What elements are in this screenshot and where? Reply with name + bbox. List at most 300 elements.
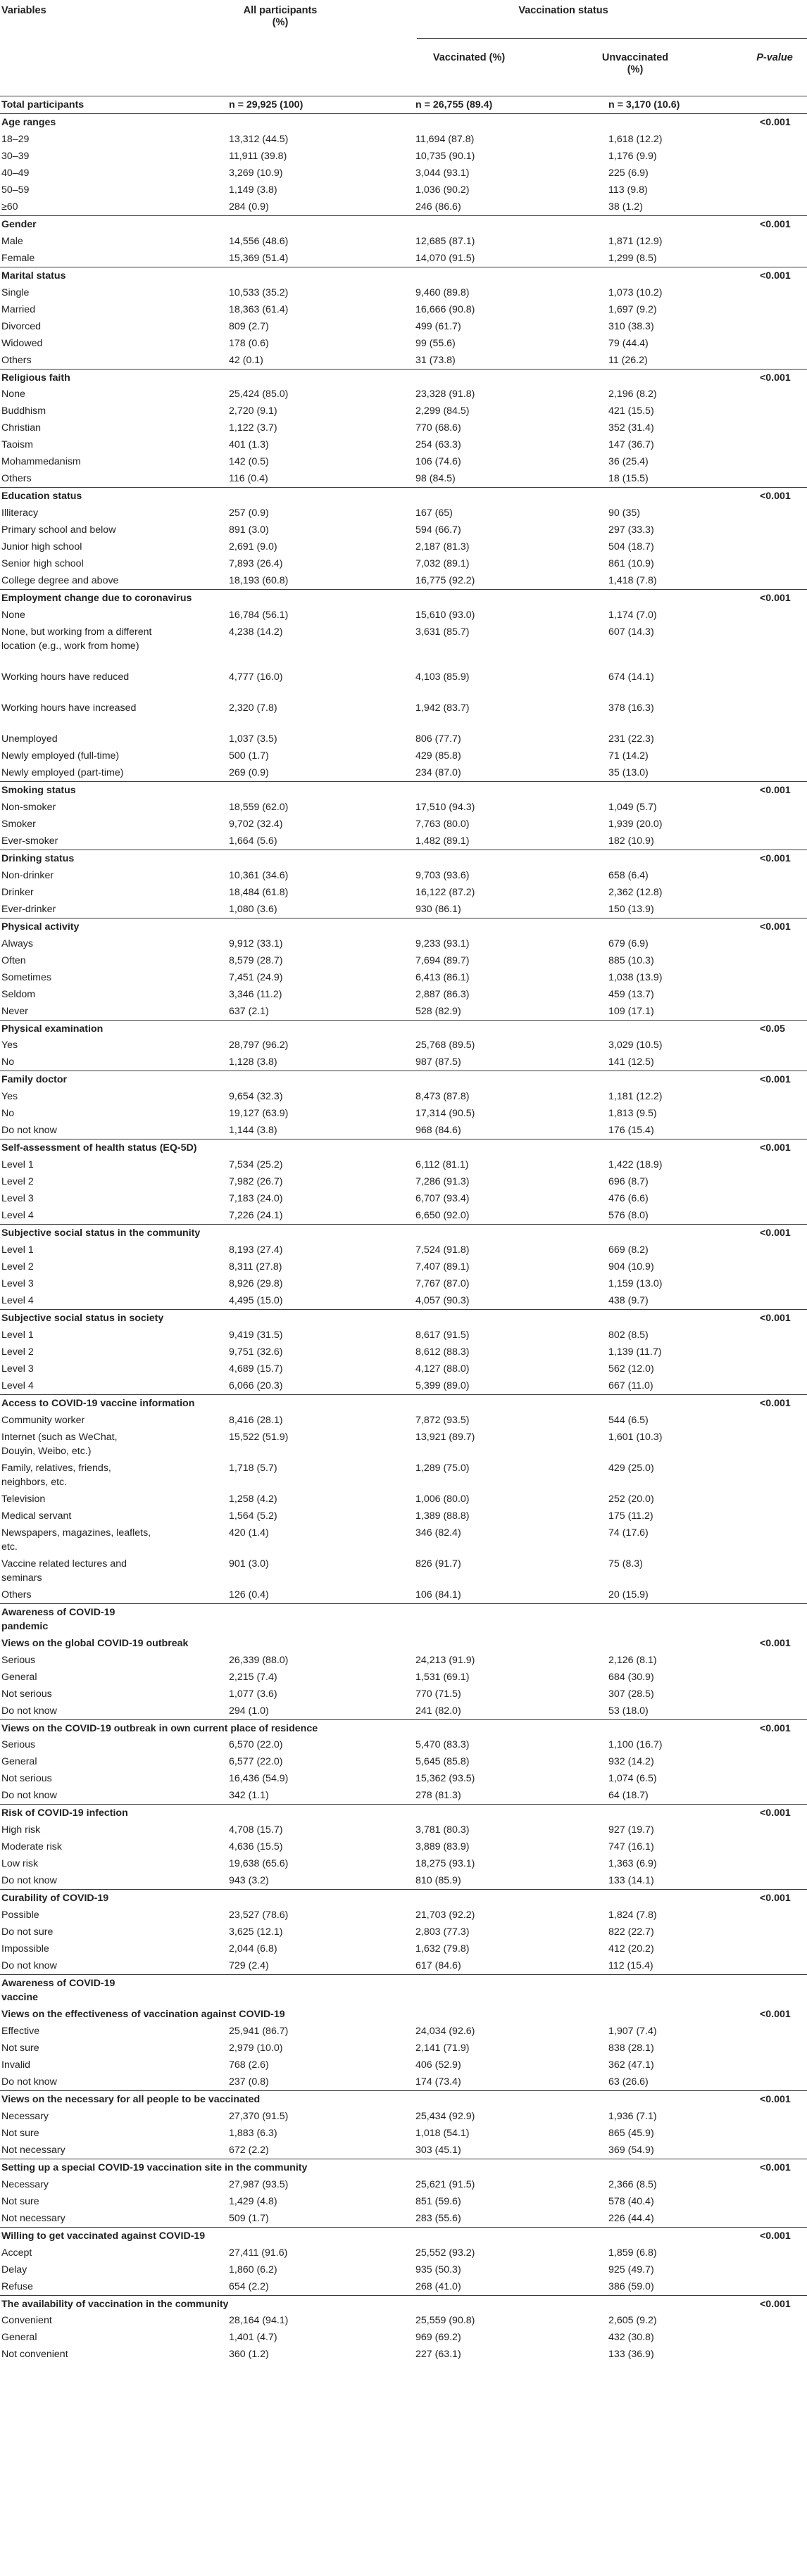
cell-all-participants: 15,369 (51.4) bbox=[229, 252, 289, 264]
table-row bbox=[0, 1054, 807, 1071]
cell-variable: None, but working from a different location (e.g., work from home) bbox=[1, 626, 152, 652]
table-row bbox=[0, 2108, 807, 2125]
header-unvaccinated-unit: (%) bbox=[627, 64, 644, 75]
table-row bbox=[0, 1872, 807, 1889]
cell-unvaccinated: 838 (28.1) bbox=[608, 2042, 654, 2054]
cell-unvaccinated: 18 (15.5) bbox=[608, 473, 649, 485]
cell-all-participants: 9,654 (32.3) bbox=[229, 1091, 283, 1103]
cell-vaccinated: 241 (82.0) bbox=[415, 1705, 461, 1717]
cell-unvaccinated: 822 (22.7) bbox=[608, 1926, 654, 1938]
cell-unvaccinated: 1,363 (6.9) bbox=[608, 1858, 657, 1870]
cell-vaccinated: 5,470 (83.3) bbox=[415, 1739, 470, 1751]
cell-variable: Religious faith bbox=[1, 372, 70, 384]
cell-vaccinated: 969 (69.2) bbox=[415, 2332, 461, 2344]
cell-variable: Setting up a special COVID-19 vaccination site in the community bbox=[1, 2161, 308, 2173]
cell-all-participants: 1,144 (3.8) bbox=[229, 1125, 277, 1137]
cell-all-participants: 3,269 (10.9) bbox=[229, 167, 283, 179]
header-unvaccinated-label: Unvaccinated bbox=[601, 52, 669, 63]
cell-unvaccinated: 2,126 (8.1) bbox=[608, 1654, 657, 1666]
table-row bbox=[0, 2278, 807, 2295]
table-row bbox=[0, 538, 807, 555]
cell-unvaccinated: 182 (10.9) bbox=[608, 835, 654, 847]
cell-variable: Views on the global COVID-19 outbreak bbox=[1, 1637, 189, 1649]
cell-vaccinated: 278 (81.3) bbox=[415, 1790, 461, 1802]
table-row bbox=[0, 182, 807, 198]
cell-variable: Non-drinker bbox=[1, 869, 54, 881]
table-row bbox=[0, 522, 807, 538]
header-all-participants bbox=[210, 5, 351, 29]
cell-variable: Drinker bbox=[1, 886, 34, 898]
cell-all-participants: 19,638 (65.6) bbox=[229, 1858, 289, 1870]
cell-unvaccinated: 459 (13.7) bbox=[608, 988, 654, 1000]
section-header-row bbox=[0, 781, 807, 799]
cell-vaccinated: 268 (41.0) bbox=[415, 2280, 461, 2292]
cell-unvaccinated: 310 (38.3) bbox=[608, 320, 654, 332]
table-row bbox=[0, 901, 807, 918]
cell-unvaccinated: 2,196 (8.2) bbox=[608, 389, 657, 400]
cell-all-participants: 9,751 (32.6) bbox=[229, 1346, 283, 1358]
header-vaccinated: Vaccinated (%) bbox=[432, 52, 506, 63]
cell-vaccinated: 770 (68.6) bbox=[415, 422, 461, 434]
table-row bbox=[0, 1344, 807, 1360]
cell-variable: Taoism bbox=[1, 439, 33, 451]
section-header-row bbox=[0, 2006, 807, 2023]
cell-vaccinated: 930 (86.1) bbox=[415, 903, 461, 915]
cell-all-participants: 26,339 (88.0) bbox=[229, 1654, 289, 1666]
cell-variable: Senior high school bbox=[1, 558, 84, 570]
cell-unvaccinated: 3,029 (10.5) bbox=[608, 1040, 663, 1052]
cell-vaccinated: 826 (91.7) bbox=[415, 1558, 461, 1570]
cell-all-participants: 28,164 (94.1) bbox=[229, 2315, 289, 2327]
cell-variable: Invalid bbox=[1, 2059, 31, 2071]
table-row bbox=[0, 1770, 807, 1787]
cell-variable: Awareness of COVID-19 pandemic bbox=[1, 1606, 115, 1632]
cell-variable: Do not know bbox=[1, 1125, 57, 1137]
cell-variable: Level 3 bbox=[1, 1363, 34, 1375]
cell-vaccinated: 25,434 (92.9) bbox=[415, 2110, 475, 2122]
cell-unvaccinated: 133 (14.1) bbox=[608, 1875, 654, 1887]
cell-variable: Always bbox=[1, 937, 33, 949]
cell-vaccinated: 7,872 (93.5) bbox=[415, 1414, 470, 1426]
cell-variable: Male bbox=[1, 235, 23, 247]
cell-unvaccinated: 421 (15.5) bbox=[608, 405, 654, 417]
cell-all-participants: 360 (1.2) bbox=[229, 2349, 269, 2361]
cell-variable: Yes bbox=[1, 1091, 18, 1103]
cell-unvaccinated: 412 (20.2) bbox=[608, 1943, 654, 1955]
cell-vaccinated: 1,389 (88.8) bbox=[415, 1510, 470, 1522]
cell-variable: Not convenient bbox=[1, 2349, 68, 2361]
cell-vaccinated: 2,299 (84.5) bbox=[415, 405, 470, 417]
cell-variable: General bbox=[1, 1756, 37, 1768]
cell-unvaccinated: 150 (13.9) bbox=[608, 903, 654, 915]
cell-vaccinated: 346 (82.4) bbox=[415, 1527, 461, 1539]
cell-variable: Level 2 bbox=[1, 1261, 34, 1273]
cell-vaccinated: 4,057 (90.3) bbox=[415, 1295, 470, 1306]
cell-variable: Level 2 bbox=[1, 1346, 34, 1358]
cell-vaccinated: 1,006 (80.0) bbox=[415, 1493, 470, 1505]
cell-variable: Not sure bbox=[1, 2127, 39, 2139]
cell-variable: Primary school and below bbox=[1, 524, 116, 536]
cell-all-participants: 1,258 (4.2) bbox=[229, 1493, 277, 1505]
cell-all-participants: 943 (3.2) bbox=[229, 1875, 269, 1887]
table-row bbox=[0, 2244, 807, 2261]
cell-variable: Level 4 bbox=[1, 1295, 34, 1306]
cell-unvaccinated: 175 (11.2) bbox=[608, 1510, 653, 1522]
cell-variable: Do not know bbox=[1, 2076, 57, 2088]
cell-unvaccinated: 90 (35) bbox=[608, 507, 640, 519]
section-header-row bbox=[0, 487, 807, 505]
table-row bbox=[0, 2142, 807, 2159]
table-row bbox=[0, 1105, 807, 1122]
section-header-row bbox=[0, 369, 807, 386]
cell-all-participants: 14,556 (48.6) bbox=[229, 235, 289, 247]
cell-vaccinated: 1,942 (83.7) bbox=[415, 702, 470, 714]
cell-unvaccinated: 1,176 (9.9) bbox=[608, 150, 657, 162]
cell-all-participants: 420 (1.4) bbox=[229, 1527, 269, 1539]
cell-all-participants: 27,411 (91.6) bbox=[229, 2247, 288, 2259]
cell-variable: Subjective social status in society bbox=[1, 1312, 164, 1324]
cell-all-participants: 18,559 (62.0) bbox=[229, 801, 289, 813]
cell-unvaccinated: 578 (40.4) bbox=[608, 2195, 654, 2207]
cell-variable: Necessary bbox=[1, 2178, 49, 2190]
table-row bbox=[0, 1037, 807, 1054]
cell-variable: Level 3 bbox=[1, 1193, 34, 1205]
cell-all-participants: 7,893 (26.4) bbox=[229, 558, 283, 570]
cell-variable: Access to COVID-19 vaccine information bbox=[1, 1397, 195, 1409]
cell-p-value: <0.001 bbox=[760, 270, 791, 282]
cell-variable: Self-assessment of health status (EQ-5D) bbox=[1, 1142, 197, 1154]
table-row bbox=[0, 1855, 807, 1872]
cell-vaccinated: 17,314 (90.5) bbox=[415, 1108, 475, 1120]
cell-variable: Illiteracy bbox=[1, 507, 39, 519]
cell-variable: Non-smoker bbox=[1, 801, 56, 813]
cell-all-participants: 8,926 (29.8) bbox=[229, 1278, 283, 1290]
header-p-value: P-value bbox=[756, 52, 793, 63]
cell-variable: Junior high school bbox=[1, 541, 82, 553]
cell-vaccinated: 7,763 (80.0) bbox=[415, 818, 470, 830]
cell-variable: Convenient bbox=[1, 2315, 52, 2327]
cell-unvaccinated: 109 (17.1) bbox=[608, 1005, 654, 1017]
table-row bbox=[0, 198, 807, 215]
cell-variable: Do not know bbox=[1, 1705, 57, 1717]
cell-unvaccinated: 438 (9.7) bbox=[608, 1295, 649, 1306]
cell-unvaccinated: 562 (12.0) bbox=[608, 1363, 654, 1375]
section-header-row bbox=[0, 1974, 807, 2006]
cell-variable: College degree and above bbox=[1, 575, 119, 587]
cell-vaccinated: 8,612 (88.3) bbox=[415, 1346, 470, 1358]
table-row bbox=[0, 669, 807, 700]
cell-unvaccinated: 2,362 (12.8) bbox=[608, 886, 663, 898]
cell-unvaccinated: 53 (18.0) bbox=[608, 1705, 649, 1717]
cell-vaccinated: 9,233 (93.1) bbox=[415, 937, 470, 949]
cell-unvaccinated: 667 (11.0) bbox=[608, 1379, 653, 1391]
table-row bbox=[0, 1122, 807, 1139]
cell-unvaccinated: 369 (54.9) bbox=[608, 2144, 654, 2156]
cell-vaccinated: 7,407 (89.1) bbox=[415, 1261, 470, 1273]
table-row bbox=[0, 1907, 807, 1924]
cell-vaccinated: 3,781 (80.3) bbox=[415, 1824, 470, 1836]
cell-p-value: <0.001 bbox=[760, 116, 791, 128]
cell-variable: Community worker bbox=[1, 1414, 85, 1426]
cell-unvaccinated: 63 (26.6) bbox=[608, 2076, 649, 2088]
cell-p-value: <0.05 bbox=[760, 1023, 785, 1035]
table-row bbox=[0, 386, 807, 403]
cell-vaccinated: 21,703 (92.2) bbox=[415, 1909, 475, 1921]
cell-unvaccinated: 747 (16.1) bbox=[608, 1841, 654, 1853]
cell-variable: Views on the COVID-19 outbreak in own current place of residence bbox=[1, 1722, 318, 1734]
header-all-participants-unit: (%) bbox=[272, 17, 289, 28]
cell-p-value: <0.001 bbox=[760, 1074, 791, 1086]
cell-variable: Newspapers, magazines, leaflets, etc. bbox=[1, 1527, 151, 1553]
cell-variable: Often bbox=[1, 954, 26, 966]
cell-variable: Unemployed bbox=[1, 733, 58, 745]
table-row bbox=[0, 1292, 807, 1309]
cell-unvaccinated: 669 (8.2) bbox=[608, 1244, 649, 1256]
cell-variable: 40–49 bbox=[1, 167, 30, 179]
cell-all-participants: 126 (0.4) bbox=[229, 1589, 269, 1600]
cell-all-participants: 1,860 (6.2) bbox=[229, 2264, 277, 2275]
cell-all-participants: 4,777 (16.0) bbox=[229, 671, 283, 683]
cell-vaccinated: 7,524 (91.8) bbox=[415, 1244, 470, 1256]
cell-p-value: <0.001 bbox=[760, 1637, 791, 1649]
cell-unvaccinated: 674 (14.1) bbox=[608, 671, 654, 683]
cell-unvaccinated: 1,181 (12.2) bbox=[608, 1091, 663, 1103]
cell-variable: Awareness of COVID-19 vaccine bbox=[1, 1978, 115, 2004]
table-row bbox=[0, 301, 807, 318]
table-row bbox=[0, 233, 807, 250]
cell-all-participants: 768 (2.6) bbox=[229, 2059, 269, 2071]
cell-vaccinated: 406 (52.9) bbox=[415, 2059, 461, 2071]
cell-unvaccinated: 112 (15.4) bbox=[608, 1960, 653, 1972]
cell-unvaccinated: 362 (47.1) bbox=[608, 2059, 654, 2071]
cell-unvaccinated: 1,871 (12.9) bbox=[608, 235, 663, 247]
cell-vaccinated: 499 (61.7) bbox=[415, 320, 461, 332]
table-row bbox=[0, 1460, 807, 1491]
cell-unvaccinated: 1,422 (18.9) bbox=[608, 1159, 663, 1171]
cell-all-participants: 4,238 (14.2) bbox=[229, 626, 283, 638]
cell-variable: General bbox=[1, 1671, 37, 1683]
cell-all-participants: 2,691 (9.0) bbox=[229, 541, 277, 553]
cell-all-participants: 6,066 (20.3) bbox=[229, 1379, 283, 1391]
table-row bbox=[0, 352, 807, 369]
table-row bbox=[0, 2057, 807, 2073]
table-row bbox=[0, 1412, 807, 1429]
cell-unvaccinated: 1,139 (11.7) bbox=[608, 1346, 662, 1358]
cell-vaccinated: 254 (63.3) bbox=[415, 439, 461, 451]
cell-variable: Others bbox=[1, 354, 32, 366]
cell-variable: Do not sure bbox=[1, 1926, 54, 1938]
cell-vaccinated: 4,127 (88.0) bbox=[415, 1363, 470, 1375]
table-row bbox=[0, 2346, 807, 2363]
cell-p-value: <0.001 bbox=[760, 1142, 791, 1154]
table-row bbox=[0, 1275, 807, 1292]
cell-variable: Curability of COVID-19 bbox=[1, 1893, 109, 1905]
table-row bbox=[0, 2193, 807, 2210]
cell-all-participants: 672 (2.2) bbox=[229, 2144, 269, 2156]
cell-p-value: <0.001 bbox=[760, 1312, 791, 1324]
cell-variable: Never bbox=[1, 1005, 28, 1017]
cell-unvaccinated: 20 (15.9) bbox=[608, 1589, 649, 1600]
cell-vaccinated: 15,362 (93.5) bbox=[415, 1773, 475, 1785]
cell-all-participants: 9,419 (31.5) bbox=[229, 1329, 283, 1341]
cell-unvaccinated: 679 (6.9) bbox=[608, 937, 649, 949]
cell-variable: Seldom bbox=[1, 988, 36, 1000]
section-header-row bbox=[0, 1804, 807, 1821]
cell-unvaccinated: 476 (6.6) bbox=[608, 1193, 649, 1205]
section-header-row bbox=[0, 1020, 807, 1037]
cell-vaccinated: 810 (85.9) bbox=[415, 1875, 461, 1887]
table-row bbox=[0, 453, 807, 470]
cell-variable: Level 3 bbox=[1, 1278, 34, 1290]
cell-variable: Level 4 bbox=[1, 1379, 34, 1391]
cell-all-participants: 257 (0.9) bbox=[229, 507, 269, 519]
cell-unvaccinated: 225 (6.9) bbox=[608, 167, 649, 179]
cell-variable: Others bbox=[1, 1589, 32, 1600]
table-row bbox=[0, 607, 807, 624]
cell-unvaccinated: 684 (30.9) bbox=[608, 1671, 654, 1683]
cell-unvaccinated: 1,859 (6.8) bbox=[608, 2247, 657, 2259]
cell-vaccinated: 3,889 (83.9) bbox=[415, 1841, 470, 1853]
table-row bbox=[0, 624, 807, 669]
section-header-row bbox=[0, 1139, 807, 1156]
table-row bbox=[0, 731, 807, 747]
table-row bbox=[0, 2261, 807, 2278]
cell-all-participants: 8,579 (28.7) bbox=[229, 954, 283, 966]
section-header-row bbox=[0, 1394, 807, 1412]
cell-all-participants: 16,436 (54.9) bbox=[229, 1773, 289, 1785]
table-row bbox=[0, 131, 807, 148]
cell-all-participants: 6,577 (22.0) bbox=[229, 1756, 283, 1768]
cell-variable: Views on the necessary for all people to be vaccinated bbox=[1, 2093, 261, 2105]
cell-vaccinated: 1,018 (54.1) bbox=[415, 2127, 470, 2139]
section-header-row bbox=[0, 1309, 807, 1327]
cell-all-participants: 1,077 (3.6) bbox=[229, 1688, 277, 1700]
cell-unvaccinated: 1,601 (10.3) bbox=[608, 1431, 663, 1443]
cell-all-participants: 25,941 (86.7) bbox=[229, 2026, 289, 2037]
section-header-row bbox=[0, 1889, 807, 1907]
cell-vaccinated: 11,694 (87.8) bbox=[415, 133, 475, 145]
cell-variable: None bbox=[1, 389, 25, 400]
cell-all-participants: 8,416 (28.1) bbox=[229, 1414, 283, 1426]
cell-all-participants: 116 (0.4) bbox=[229, 473, 268, 485]
cell-p-value: <0.001 bbox=[760, 2009, 791, 2021]
cell-variable: 30–39 bbox=[1, 150, 30, 162]
cell-all-participants: 7,534 (25.2) bbox=[229, 1159, 283, 1171]
cell-vaccinated: 12,685 (87.1) bbox=[415, 235, 475, 247]
cell-unvaccinated: 1,299 (8.5) bbox=[608, 252, 657, 264]
cell-variable: Not serious bbox=[1, 1688, 52, 1700]
cell-all-participants: 891 (3.0) bbox=[229, 524, 269, 536]
cell-p-value: <0.001 bbox=[760, 1893, 791, 1905]
cell-variable: General bbox=[1, 2332, 37, 2344]
cell-all-participants: 901 (3.0) bbox=[229, 1558, 269, 1570]
cell-vaccinated: 2,141 (71.9) bbox=[415, 2042, 470, 2054]
cell-vaccinated: 25,552 (93.2) bbox=[415, 2247, 475, 2259]
cell-all-participants: 28,797 (96.2) bbox=[229, 1040, 289, 1052]
cell-vaccinated: 8,473 (87.8) bbox=[415, 1091, 470, 1103]
table-row bbox=[0, 1669, 807, 1686]
cell-variable: Yes bbox=[1, 1040, 18, 1052]
table-row bbox=[0, 1491, 807, 1508]
cell-vaccinated: 6,707 (93.4) bbox=[415, 1193, 470, 1205]
section-header-row bbox=[0, 850, 807, 867]
cell-unvaccinated: 226 (44.4) bbox=[608, 2212, 654, 2224]
cell-unvaccinated: 38 (1.2) bbox=[608, 201, 643, 213]
cell-variable: Smoking status bbox=[1, 784, 76, 796]
cell-unvaccinated: 113 (9.8) bbox=[608, 184, 648, 196]
cell-variable: Single bbox=[1, 286, 30, 298]
cell-unvaccinated: 2,366 (8.5) bbox=[608, 2178, 657, 2190]
cell-vaccinated: 1,632 (79.8) bbox=[415, 1943, 470, 1955]
table-row bbox=[0, 572, 807, 589]
cell-unvaccinated: 79 (44.4) bbox=[608, 337, 649, 349]
cell-variable: ≥60 bbox=[1, 201, 18, 213]
cell-vaccinated: 9,460 (89.8) bbox=[415, 286, 470, 298]
table-row bbox=[0, 505, 807, 522]
cell-vaccinated: 5,399 (89.0) bbox=[415, 1379, 470, 1391]
cell-unvaccinated: 432 (30.8) bbox=[608, 2332, 654, 2344]
cell-all-participants: 10,533 (35.2) bbox=[229, 286, 289, 298]
cell-vaccinated: 2,887 (86.3) bbox=[415, 988, 470, 1000]
cell-all-participants: 1,401 (4.7) bbox=[229, 2332, 277, 2344]
cell-variable: Ever-drinker bbox=[1, 903, 56, 915]
section-header-row bbox=[0, 267, 807, 284]
table-header bbox=[0, 0, 807, 96]
cell-all-participants: 1,664 (5.6) bbox=[229, 835, 277, 847]
cell-all-participants: 13,312 (44.5) bbox=[229, 133, 289, 145]
table-row bbox=[0, 747, 807, 764]
cell-unvaccinated: 927 (19.7) bbox=[608, 1824, 654, 1836]
cell-all-participants: 15,522 (51.9) bbox=[229, 1431, 289, 1443]
cell-p-value: <0.001 bbox=[760, 2093, 791, 2105]
table-row bbox=[0, 2073, 807, 2090]
cell-all-participants: 18,193 (60.8) bbox=[229, 575, 289, 587]
table-row bbox=[0, 799, 807, 816]
cell-vaccinated: 806 (77.7) bbox=[415, 733, 461, 745]
cell-vaccinated: 7,032 (89.1) bbox=[415, 558, 470, 570]
cell-vaccinated: 16,666 (90.8) bbox=[415, 303, 475, 315]
cell-variable: Working hours have reduced bbox=[1, 671, 130, 683]
cell-unvaccinated: 1,824 (7.8) bbox=[608, 1909, 657, 1921]
cell-variable: Not sure bbox=[1, 2195, 39, 2207]
cell-variable: Not necessary bbox=[1, 2212, 65, 2224]
cell-p-value: <0.001 bbox=[760, 784, 791, 796]
cell-variable: Others bbox=[1, 473, 32, 485]
table-row bbox=[0, 986, 807, 1003]
table-row bbox=[0, 1686, 807, 1703]
cell-unvaccinated: 1,813 (9.5) bbox=[608, 1108, 657, 1120]
table-row bbox=[0, 969, 807, 986]
section-header-row bbox=[0, 113, 807, 131]
cell-all-participants: 7,183 (24.0) bbox=[229, 1193, 283, 1205]
cell-unvaccinated: 74 (17.6) bbox=[608, 1527, 649, 1539]
table-row bbox=[0, 833, 807, 850]
table-row bbox=[0, 555, 807, 572]
cell-unvaccinated: 1,936 (7.1) bbox=[608, 2110, 657, 2122]
cell-variable: Accept bbox=[1, 2247, 32, 2259]
table-row bbox=[0, 1003, 807, 1020]
cell-vaccinated: 2,187 (81.3) bbox=[415, 541, 470, 553]
cell-variable: Family doctor bbox=[1, 1074, 68, 1086]
cell-all-participants: 4,689 (15.7) bbox=[229, 1363, 283, 1375]
cell-variable: Age ranges bbox=[1, 116, 56, 128]
cell-variable: Total participants bbox=[1, 99, 85, 111]
cell-all-participants: 509 (1.7) bbox=[229, 2212, 269, 2224]
cell-all-participants: 4,708 (15.7) bbox=[229, 1824, 283, 1836]
cell-unvaccinated: 504 (18.7) bbox=[608, 541, 654, 553]
cell-variable: Not sure bbox=[1, 2042, 39, 2054]
cell-p-value: <0.001 bbox=[760, 2230, 791, 2242]
